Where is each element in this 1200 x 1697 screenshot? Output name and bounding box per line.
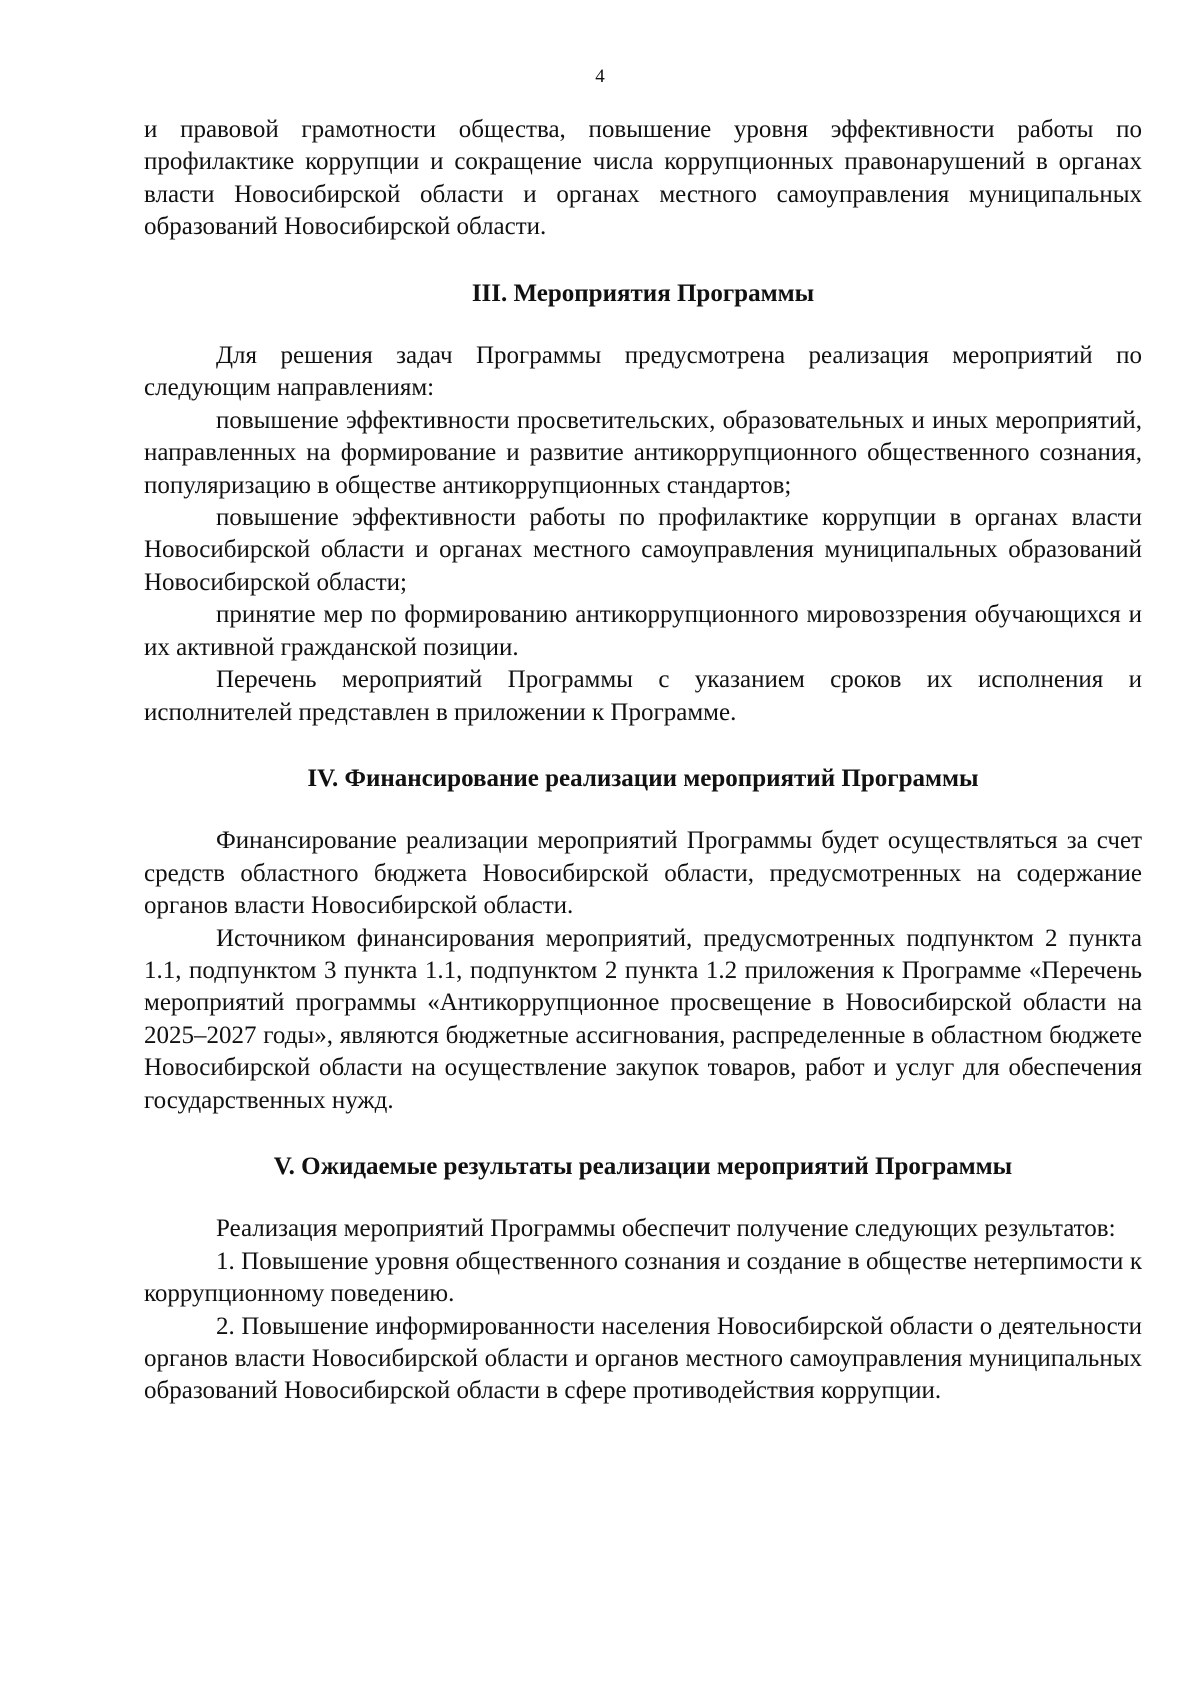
paragraph-section-3-5: Перечень мероприятий Программы с указанием сроков их исполнения и исполнителей представлен в приложении к Программе. xyxy=(144,666,1142,726)
spacer xyxy=(144,310,1142,340)
paragraph-intro: и правовой грамотности общества, повышение уровня эффективности работы по профилактике коррупции и сокращение числа коррупционных правонарушений в органах власти Новосибирской области и органах местного самоуправления муниципальных образований Новосибирской области. xyxy=(144,116,1142,241)
section-heading-5: V. Ожидаемые результаты реализации мероприятий Программы xyxy=(273,1152,1013,1180)
spacer xyxy=(144,244,1142,278)
section-heading-3: III. Мероприятия Программы xyxy=(471,279,815,307)
section-heading-4: IV. Финансирование реализации мероприятий Программы xyxy=(307,764,979,792)
list-item-result-2: 2. Повышение информированности населения Новосибирской области о деятельности органов власти Новосибирской области и органов местного самоуправления муниципальных образований Новосибирской области в сфере противодействия коррупции. xyxy=(144,1312,1142,1405)
paragraph-section-4-1: Финансирование реализации мероприятий Программы будет осуществляться за счет средств областного бюджета Новосибирской области, предусмотренных на содержание органов власти Новосибирской области. xyxy=(144,827,1142,920)
spacer xyxy=(144,1117,1142,1151)
spacer xyxy=(144,795,1142,825)
paragraph-section-4-2: Источником финансирования мероприятий, предусмотренных подпунктом 2 пункта 1.1, подпунктом 3 пункта 1.1, подпунктом 2 пункта 1.2 приложения к Программе «Перечень мероприятий программы «Антикоррупционное просвещение в Новосибирской области на 2025–2027 годы», являются бюджетные ассигнования, распределенные в областном бюджете Новосибирской области на осуществление закупок товаров, работ и услуг для обеспечения государственных нужд. xyxy=(144,924,1142,1114)
list-item-result-1: 1. Повышение уровня общественного сознания и создание в обществе нетерпимости к коррупционному поведению. xyxy=(144,1247,1142,1308)
page-number: 4 xyxy=(595,66,605,87)
paragraph-section-3-3: повышение эффективности работы по профилактике коррупции в органах власти Новосибирской области и органах местного самоуправления муниципальных образований Новосибирской области; xyxy=(144,504,1142,596)
spacer xyxy=(144,1183,1142,1213)
paragraph-section-5-1: Реализация мероприятий Программы обеспечит получение следующих результатов: xyxy=(216,1215,1116,1243)
paragraph-section-3-2: повышение эффективности просветительских, образовательных и иных мероприятий, направленных на формирование и развитие антикоррупционного общественного сознания, популяризацию в обществе антикоррупционных стандартов; xyxy=(144,406,1142,499)
paragraph-section-3-4: принятие мер по формированию антикоррупционного мировоззрения обучающихся и их активной гражданской позиции. xyxy=(144,601,1142,661)
paragraph-section-3-1: Для решения задач Программы предусмотрена реализация мероприятий по следующим направлениям: xyxy=(144,342,1142,402)
document-body xyxy=(144,114,1142,1408)
spacer xyxy=(144,729,1142,763)
